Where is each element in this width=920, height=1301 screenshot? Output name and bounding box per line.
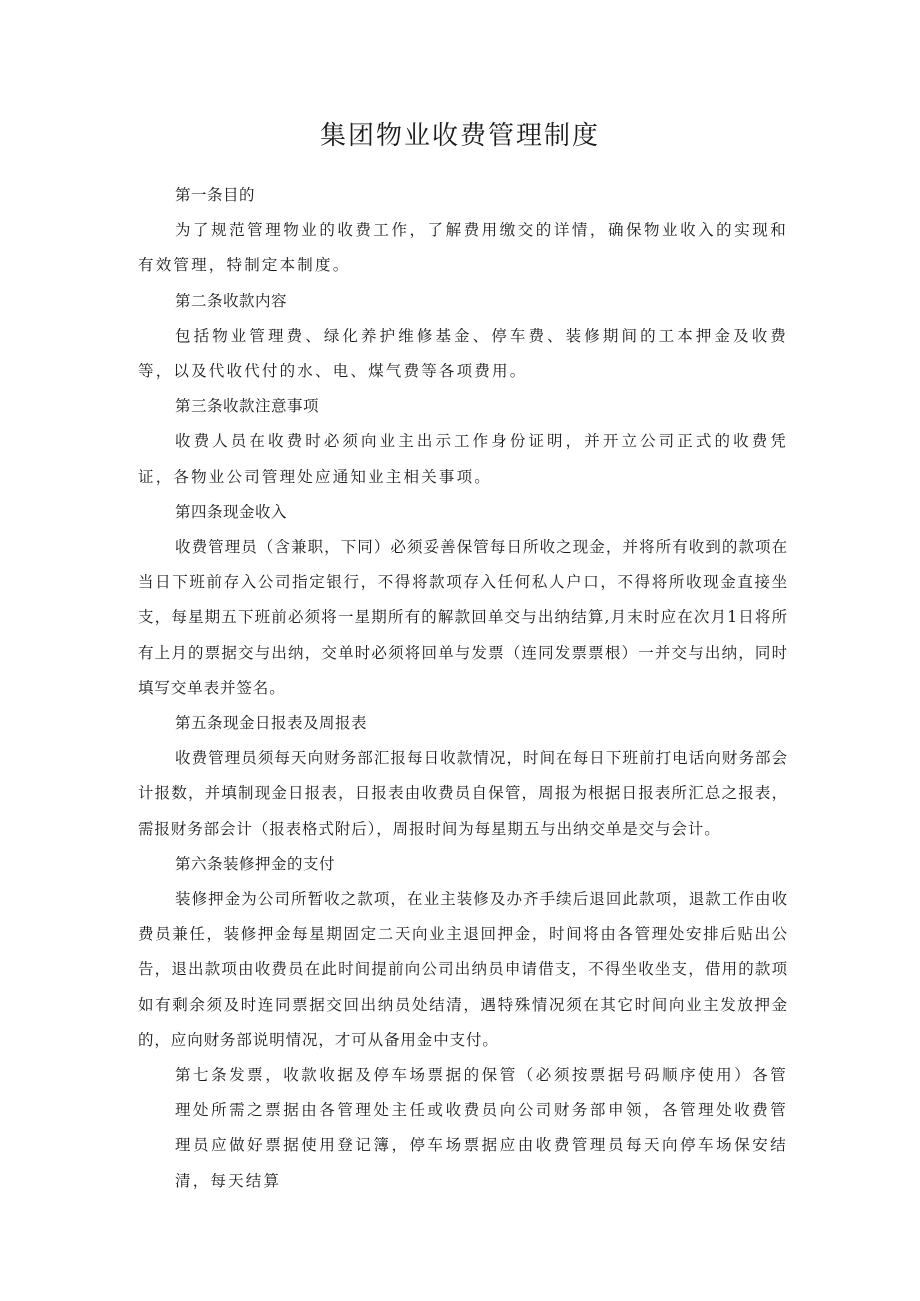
section-heading: 第三条收款注意事项 [175,397,320,416]
document-body [138,178,788,1199]
section-heading: 第二条收款内容 [175,291,288,310]
section-heading: 第六条装修押金的支付 [175,854,336,873]
section-paragraph: 包括物业管理费、绿化养护维修基金、停车费、装修期间的工本押金及收费等，以及代收代付的水、电、煤气费等各项费用。 [138,326,788,381]
section-heading: 第四条现金收入 [175,502,288,521]
section-paragraph: 收费人员在收费时必须向业主出示工作身份证明，并开立公司正式的收费凭证，各物业公司管理处应通知业主相关事项。 [138,432,788,486]
section-paragraph: 收费管理员须每天向财务部汇报每日收款情况，时间在每日下班前打电话向财务部会计报数，并填制现金日报表，日报表由收费员自保管，周报为根据日报表所汇总之报表，需报财务部会计（报表格式附后），周报时间为每星期五与出纳交单是交与会计。 [138,749,788,838]
section-heading: 第五条现金日报表及周报表 [175,714,368,733]
section-paragraph: 收费管理员（含兼职，下同）必须妥善保管每日所收之现金，并将所有收到的款项在当日下班前存入公司指定银行，不得将款项存入任何私人户口，不得将所收现金直接坐支，每星期五下班前必须将一星期所有的解款回单交与出纳结算,月末时应在次月1日将所有上月的票据交与出纳，交单时必须将回单与发票（连同发票票根）一并交与出纳，同时填写交单表并签名。 [138,538,788,697]
section-paragraph: 装修押金为公司所暂收之款项，在业主装修及办齐手续后退回此款项，退款工作由收费员兼任，装修押金每星期固定二天向业主退回押金，时间将由各管理处安排后贴出公告，退出款项由收费员在此时间提前向公司出纳员申请借支，不得坐收坐支，借用的款项如有剩余须及时连同票据交回出纳员处结清，遇特殊情况须在其它时间向业主发放押金的，应向财务部说明情况，才可从备用金中支付。 [138,890,788,1049]
section-heading: 第一条目的 [175,186,256,204]
document-title: 集团物业收费管理制度 [319,121,600,151]
section-paragraph: 为了规范管理物业的收费工作，了解费用缴交的详情，确保物业收入的实现和有效管理，特制定本制度。 [138,221,788,275]
section-paragraph-final: 第七条发票，收款收据及停车场票据的保管（必须按票据号码顺序使用）各管理处所需之票据由各管理处主任或收费员向公司财务部申领，各管理处收费管理员应做好票据使用登记簿，停车场票据应由收费管理员每天向停车场保安结清，每天结算 [175,1066,788,1190]
